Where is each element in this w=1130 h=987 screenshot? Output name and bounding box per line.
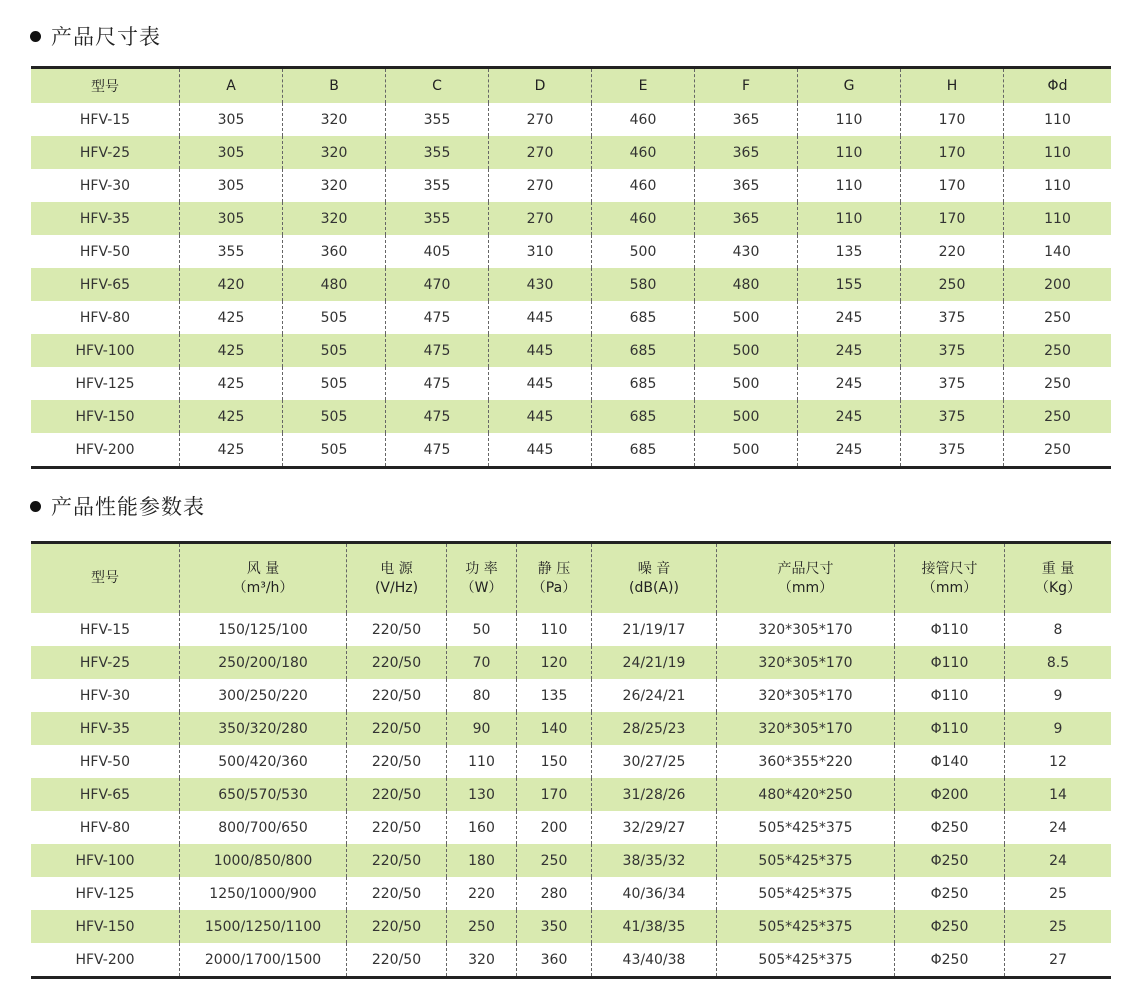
table-row — [31, 844, 1111, 877]
table-cell: 250 — [446, 910, 516, 943]
size-section-title-text: 产品尺寸表 — [51, 25, 161, 49]
table-row — [31, 910, 1111, 943]
size-section-title — [30, 22, 161, 50]
table-cell: 375 — [900, 400, 1003, 433]
table-cell: 475 — [385, 367, 488, 400]
table-cell: 425 — [179, 334, 282, 367]
column-header-unit: （Pa） — [531, 579, 577, 596]
table-cell: Φ110 — [894, 679, 1004, 712]
table-cell: 110 — [516, 613, 591, 646]
table-row — [31, 301, 1111, 334]
table-cell: 24/21/19 — [591, 646, 716, 679]
table-cell: Φ250 — [894, 910, 1004, 943]
perf-section-title — [30, 492, 205, 520]
table-cell: 355 — [385, 136, 488, 169]
table-row — [31, 169, 1111, 202]
table-cell: 505*425*375 — [716, 910, 894, 943]
table-cell: Φ250 — [894, 844, 1004, 877]
table-cell: 360*355*220 — [716, 745, 894, 778]
table-cell: 460 — [591, 169, 694, 202]
bullet-icon — [30, 501, 41, 512]
model-cell: HFV-30 — [79, 177, 131, 194]
table-cell: 250/200/180 — [179, 646, 346, 679]
table-cell: Φ250 — [894, 943, 1004, 976]
bullet-icon — [30, 31, 41, 42]
table-cell: 355 — [385, 103, 488, 136]
table-cell: 26/24/21 — [591, 679, 716, 712]
table-row — [31, 268, 1111, 301]
table-cell: 355 — [385, 169, 488, 202]
table-cell: 110 — [446, 745, 516, 778]
table-cell: 250 — [1003, 433, 1111, 466]
column-header — [179, 544, 346, 613]
table-row — [31, 745, 1111, 778]
column-header: 型号 — [91, 79, 119, 95]
table-cell: 270 — [488, 169, 591, 202]
table-cell: 480 — [694, 268, 797, 301]
column-header-title: 重 量 — [1041, 560, 1075, 577]
table-cell: 150 — [516, 745, 591, 778]
table-cell: 445 — [488, 301, 591, 334]
table-row — [31, 778, 1111, 811]
model-cell: HFV-80 — [79, 309, 131, 326]
model-cell: HFV-25 — [79, 144, 131, 161]
model-cell: HFV-65 — [79, 276, 131, 293]
table-cell: 90 — [446, 712, 516, 745]
column-header-unit: （mm） — [777, 579, 834, 596]
table-cell: 475 — [385, 433, 488, 466]
table-cell: 505 — [282, 334, 385, 367]
table-cell: 220/50 — [346, 844, 446, 877]
table-cell: 220 — [446, 877, 516, 910]
table-cell: Φ200 — [894, 778, 1004, 811]
table-cell: 110 — [797, 202, 900, 235]
table-cell: 245 — [797, 367, 900, 400]
table-cell: 355 — [385, 202, 488, 235]
table-cell: 475 — [385, 400, 488, 433]
column-header — [716, 544, 894, 613]
table-cell: 110 — [1003, 103, 1111, 136]
table-cell: 685 — [591, 367, 694, 400]
model-cell: HFV-15 — [79, 111, 131, 128]
column-header-title: 噪 音 — [637, 560, 671, 577]
size-table — [31, 66, 1111, 469]
table-cell: 445 — [488, 334, 591, 367]
table-cell: 350 — [516, 910, 591, 943]
table-cell: 21/19/17 — [591, 613, 716, 646]
column-header: H — [900, 69, 1003, 103]
table-cell: 250 — [516, 844, 591, 877]
model-cell: HFV-200 — [75, 951, 135, 968]
perf-table-header-row — [31, 544, 1111, 613]
table-cell: 425 — [179, 301, 282, 334]
table-cell: 445 — [488, 433, 591, 466]
column-header — [591, 544, 716, 613]
table-row — [31, 646, 1111, 679]
table-cell: 70 — [446, 646, 516, 679]
table-cell: 365 — [694, 136, 797, 169]
table-cell: 245 — [797, 301, 900, 334]
table-row — [31, 613, 1111, 646]
model-cell: HFV-200 — [75, 441, 135, 458]
table-cell: 150/125/100 — [179, 613, 346, 646]
table-cell: 250 — [1003, 334, 1111, 367]
table-cell: 130 — [446, 778, 516, 811]
column-header-unit: (V/Hz) — [374, 579, 419, 596]
table-cell: 505 — [282, 367, 385, 400]
column-header-title: 产品尺寸 — [777, 560, 834, 577]
table-cell: 460 — [591, 136, 694, 169]
table-cell: 110 — [797, 103, 900, 136]
column-header-title: 型号 — [91, 570, 119, 586]
table-cell: 41/38/35 — [591, 910, 716, 943]
table-row — [31, 334, 1111, 367]
table-cell: 425 — [179, 367, 282, 400]
table-cell: 375 — [900, 433, 1003, 466]
table-cell: 40/36/34 — [591, 877, 716, 910]
model-cell: HFV-100 — [75, 852, 135, 869]
table-cell: 31/28/26 — [591, 778, 716, 811]
model-cell: HFV-65 — [79, 786, 131, 803]
perf-table — [31, 541, 1111, 979]
column-header: Φd — [1003, 69, 1111, 103]
table-cell: 250 — [1003, 367, 1111, 400]
table-cell: 250 — [1003, 301, 1111, 334]
table-cell: 155 — [797, 268, 900, 301]
table-cell: Φ140 — [894, 745, 1004, 778]
table-cell: 220/50 — [346, 613, 446, 646]
column-header — [894, 544, 1004, 613]
table-cell: 110 — [1003, 169, 1111, 202]
column-header — [346, 544, 446, 613]
table-cell: 14 — [1004, 778, 1111, 811]
column-header-title: 接管尺寸 — [921, 560, 978, 577]
table-cell: 505 — [282, 433, 385, 466]
table-cell: 1500/1250/1100 — [179, 910, 346, 943]
size-table-header-row — [31, 69, 1111, 103]
table-cell: 110 — [1003, 136, 1111, 169]
table-cell: 685 — [591, 400, 694, 433]
table-cell: Φ250 — [894, 811, 1004, 844]
table-cell: 200 — [516, 811, 591, 844]
table-cell: 250 — [1003, 400, 1111, 433]
table-cell: Φ110 — [894, 646, 1004, 679]
column-header: G — [797, 69, 900, 103]
table-cell: 120 — [516, 646, 591, 679]
table-cell: 505*425*375 — [716, 811, 894, 844]
table-cell: 320 — [446, 943, 516, 976]
table-cell: 405 — [385, 235, 488, 268]
column-header — [516, 544, 591, 613]
table-cell: 200 — [1003, 268, 1111, 301]
table-cell: 170 — [516, 778, 591, 811]
table-cell: 280 — [516, 877, 591, 910]
table-cell: 8 — [1004, 613, 1111, 646]
table-cell: 320*305*170 — [716, 712, 894, 745]
table-cell: 500 — [591, 235, 694, 268]
table-cell: 270 — [488, 136, 591, 169]
table-row — [31, 202, 1111, 235]
table-cell: 500/420/360 — [179, 745, 346, 778]
table-cell: 475 — [385, 301, 488, 334]
column-header-title: 风 量 — [246, 560, 280, 577]
model-cell: HFV-25 — [79, 654, 131, 671]
column-header-unit: (dB(A)) — [629, 579, 679, 596]
perf-section-title-text: 产品性能参数表 — [51, 495, 205, 519]
table-cell: 445 — [488, 367, 591, 400]
table-cell: 245 — [797, 433, 900, 466]
table-cell: 365 — [694, 103, 797, 136]
table-cell: 220/50 — [346, 811, 446, 844]
table-cell: 500 — [694, 334, 797, 367]
table-cell: 32/29/27 — [591, 811, 716, 844]
table-row — [31, 712, 1111, 745]
table-cell: 220/50 — [346, 778, 446, 811]
table-cell: 245 — [797, 334, 900, 367]
table-cell: 220/50 — [346, 877, 446, 910]
table-cell: 320*305*170 — [716, 646, 894, 679]
model-cell: HFV-15 — [79, 621, 131, 638]
table-cell: 480 — [282, 268, 385, 301]
table-row — [31, 943, 1111, 976]
table-cell: 1250/1000/900 — [179, 877, 346, 910]
table-cell: 505*425*375 — [716, 943, 894, 976]
model-cell: HFV-35 — [79, 720, 131, 737]
table-cell: 30/27/25 — [591, 745, 716, 778]
table-cell: 110 — [797, 169, 900, 202]
table-cell: 9 — [1004, 679, 1111, 712]
table-cell: 420 — [179, 268, 282, 301]
table-cell: 305 — [179, 103, 282, 136]
column-header: E — [591, 69, 694, 103]
table-row — [31, 103, 1111, 136]
table-cell: 43/40/38 — [591, 943, 716, 976]
column-header: F — [694, 69, 797, 103]
table-cell: 28/25/23 — [591, 712, 716, 745]
model-cell: HFV-50 — [79, 243, 131, 260]
table-cell: 160 — [446, 811, 516, 844]
table-cell: 350/320/280 — [179, 712, 346, 745]
table-cell: 220/50 — [346, 943, 446, 976]
table-cell: 300/250/220 — [179, 679, 346, 712]
table-cell: 430 — [488, 268, 591, 301]
table-cell: 38/35/32 — [591, 844, 716, 877]
model-cell: HFV-50 — [79, 753, 131, 770]
table-cell: 245 — [797, 400, 900, 433]
table-cell: 2000/1700/1500 — [179, 943, 346, 976]
table-row — [31, 235, 1111, 268]
table-cell: 505 — [282, 301, 385, 334]
column-header-unit: （m³/h） — [232, 579, 294, 596]
table-cell: Φ110 — [894, 613, 1004, 646]
model-cell: HFV-125 — [75, 375, 135, 392]
model-cell: HFV-80 — [79, 819, 131, 836]
table-cell: 365 — [694, 169, 797, 202]
model-cell: HFV-150 — [75, 918, 135, 935]
table-cell: 425 — [179, 433, 282, 466]
table-cell: 25 — [1004, 910, 1111, 943]
column-header — [31, 544, 179, 613]
table-row — [31, 367, 1111, 400]
table-cell: 80 — [446, 679, 516, 712]
table-cell: 320 — [282, 202, 385, 235]
table-cell: 1000/850/800 — [179, 844, 346, 877]
table-cell: 505 — [282, 400, 385, 433]
table-cell: 110 — [1003, 202, 1111, 235]
table-cell: 505*425*375 — [716, 844, 894, 877]
table-cell: 320 — [282, 103, 385, 136]
table-cell: 24 — [1004, 844, 1111, 877]
table-cell: 170 — [900, 202, 1003, 235]
table-row — [31, 679, 1111, 712]
model-cell: HFV-30 — [79, 687, 131, 704]
table-cell: 270 — [488, 103, 591, 136]
table-cell: 27 — [1004, 943, 1111, 976]
table-cell: 305 — [179, 136, 282, 169]
table-cell: 365 — [694, 202, 797, 235]
table-cell: Φ110 — [894, 712, 1004, 745]
table-row — [31, 400, 1111, 433]
table-cell: 360 — [282, 235, 385, 268]
table-cell: 375 — [900, 301, 1003, 334]
column-header-title: 电 源 — [380, 560, 413, 577]
table-cell: 270 — [488, 202, 591, 235]
table-cell: 220/50 — [346, 646, 446, 679]
table-row — [31, 136, 1111, 169]
table-cell: 500 — [694, 367, 797, 400]
table-cell: 500 — [694, 301, 797, 334]
column-header: B — [282, 69, 385, 103]
table-cell: 250 — [900, 268, 1003, 301]
table-cell: 430 — [694, 235, 797, 268]
table-cell: 475 — [385, 334, 488, 367]
table-cell: 170 — [900, 103, 1003, 136]
model-cell: HFV-35 — [79, 210, 131, 227]
table-cell: 220 — [900, 235, 1003, 268]
table-cell: 170 — [900, 169, 1003, 202]
table-cell: Φ250 — [894, 877, 1004, 910]
table-row — [31, 811, 1111, 844]
table-cell: 425 — [179, 400, 282, 433]
table-cell: 685 — [591, 334, 694, 367]
table-cell: 685 — [591, 433, 694, 466]
table-cell: 24 — [1004, 811, 1111, 844]
table-cell: 460 — [591, 202, 694, 235]
table-cell: 685 — [591, 301, 694, 334]
table-cell: 505*425*375 — [716, 877, 894, 910]
table-cell: 305 — [179, 202, 282, 235]
table-cell: 12 — [1004, 745, 1111, 778]
table-cell: 220/50 — [346, 910, 446, 943]
model-cell: HFV-125 — [75, 885, 135, 902]
table-cell: 310 — [488, 235, 591, 268]
table-cell: 500 — [694, 400, 797, 433]
table-cell: 220/50 — [346, 745, 446, 778]
table-cell: 8.5 — [1004, 646, 1111, 679]
table-row — [31, 433, 1111, 466]
table-cell: 135 — [797, 235, 900, 268]
column-header: A — [179, 69, 282, 103]
table-cell: 360 — [516, 943, 591, 976]
table-cell: 140 — [516, 712, 591, 745]
table-cell: 180 — [446, 844, 516, 877]
column-header — [1004, 544, 1111, 613]
table-cell: 170 — [900, 136, 1003, 169]
table-cell: 140 — [1003, 235, 1111, 268]
table-cell: 375 — [900, 367, 1003, 400]
table-cell: 25 — [1004, 877, 1111, 910]
model-cell: HFV-100 — [75, 342, 135, 359]
table-cell: 650/570/530 — [179, 778, 346, 811]
table-cell: 580 — [591, 268, 694, 301]
table-cell: 305 — [179, 169, 282, 202]
table-row — [31, 877, 1111, 910]
column-header-title: 静 压 — [537, 560, 571, 577]
model-cell: HFV-150 — [75, 408, 135, 425]
table-cell: 375 — [900, 334, 1003, 367]
table-cell: 480*420*250 — [716, 778, 894, 811]
table-cell: 135 — [516, 679, 591, 712]
table-cell: 470 — [385, 268, 488, 301]
table-cell: 50 — [446, 613, 516, 646]
table-cell: 320*305*170 — [716, 613, 894, 646]
table-cell: 800/700/650 — [179, 811, 346, 844]
column-header-title: 功 率 — [465, 560, 498, 577]
table-cell: 110 — [797, 136, 900, 169]
table-cell: 320*305*170 — [716, 679, 894, 712]
column-header-unit: （W） — [460, 579, 503, 596]
table-cell: 460 — [591, 103, 694, 136]
column-header-unit: （Kg） — [1034, 579, 1082, 596]
table-cell: 355 — [179, 235, 282, 268]
column-header: D — [488, 69, 591, 103]
table-cell: 320 — [282, 136, 385, 169]
table-cell: 445 — [488, 400, 591, 433]
table-cell: 320 — [282, 169, 385, 202]
column-header — [446, 544, 516, 613]
table-cell: 220/50 — [346, 679, 446, 712]
table-cell: 220/50 — [346, 712, 446, 745]
table-cell: 500 — [694, 433, 797, 466]
table-cell: 9 — [1004, 712, 1111, 745]
column-header-unit: （mm） — [921, 579, 978, 596]
column-header: C — [385, 69, 488, 103]
